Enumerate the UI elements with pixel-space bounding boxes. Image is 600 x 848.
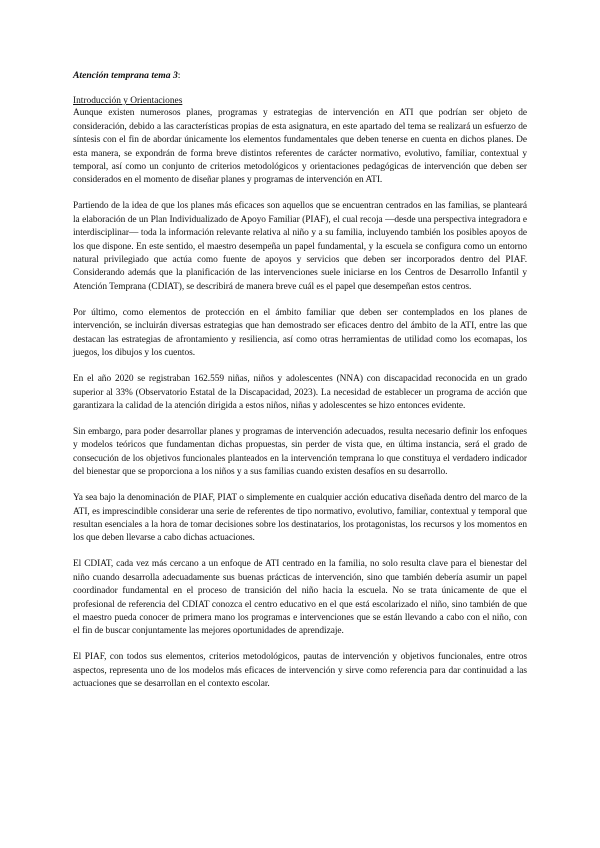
paragraph-7: El CDIAT, cada vez más cercano a un enfoque de ATI centrado en la familia, no solo resulta clave para el bienestar del niño cuando desarrolla adecuadamente sus buenas prácticas de intervención, sino que también debería asumir un papel coordinador fundamental en el proceso de transición del niño hacia la escuela. No se trata únicamente de que el profesional de referencia del CDIAT conozca el centro educativo en el que está escolarizado el niño, sino también de que el maestro pueda conocer de primera mano los programas e intervenciones que se están llevando a cabo con el niño, con el fin de buscar conjuntamente las mejores oportunidades de aprendizaje. [73,559,527,637]
paragraph-8: El PIAF, con todos sus elementos, criterios metodológicos, pautas de intervención y objetivos funcionales, entre otros aspectos, representa uno de los modelos más eficaces de intervención y sirve como referencia para dar continuidad a las actuaciones que se desarrollan en el contexto escolar. [73,652,527,690]
paragraph-1: Aunque existen numerosos planes, programas y estrategias de intervención en ATI que podrían ser objeto de consideración, debido a las características propias de esta asignatura, en este apartado del tema se realizará un esfuerzo de síntesis con el fin de abordar únicamente los elementos fundamentales que deben tenerse en cuenta en dichos planes. De esta manera, se expondrán de forma breve distintos referentes de carácter normativo, evolutivo, familiar, contextual y temporal, así como un conjunto de criterios metodológicos y orientaciones pedagógicas de intervención que deben ser considerados en el momento de diseñar planes y programas de intervención en ATI. [73,108,527,186]
document-title [73,70,527,82]
paragraph-3: Por último, como elementos de protección en el ámbito familiar que deben ser contemplados en los planes de intervención, se incluirán diversas estrategias que han demostrado ser eficaces dentro del ámbito de la ATI, entre las que destacan las estrategias de afrontamiento y resiliencia, así como otras herramientas de utilidad como los ecomapas, los juegos, los dibujos y los cuentos. [73,307,527,359]
section-heading: Introducción y Orientaciones [73,96,183,106]
document-title-suffix: : [177,70,181,81]
paragraph-5: Sin embargo, para poder desarrollar planes y programas de intervención adecuados, resulta necesario definir los enfoques y modelos teóricos que fundamentan dichas propuestas, sin perder de vista que, en última instancia, será el grado de consecución de los objetivos funcionales planteados en la intervención temprana lo que constituya el verdadero indicador del bienestar que se proporciona a los niños y a sus familias cuando existen desafíos en su desarrollo. [73,426,527,478]
paragraph-2: Partiendo de la idea de que los planes más eficaces son aquellos que se encuentran centrados en las familias, se planteará la elaboración de un Plan Individualizado de Apoyo Familiar (PIAF), el cual recoja —desde una perspectiva integradora e interdisciplinar— toda la información relevante relativa al niño y a su familia, incluyendo también los posibles apoyos de los que dispone. En este sentido, el maestro desempeña un papel fundamental, y la escuela se configura como un entorno natural privilegiado que actúa como fuente de apoyos y servicios que deben ser incorporados dentro del PIAF. Considerando además que la planificación de las intervenciones suele iniciarse en los Centros de Desarrollo Infantil y Atención Temprana (CDIAT), se describirá de manera breve cuál es el papel que desempeñan estos centros. [73,201,527,292]
paragraph-6: Ya sea bajo la denominación de PIAF, PIAT o simplemente en cualquier acción educativa diseñada dentro del marco de la ATI, es imprescindible considerar una serie de referentes de tipo normativo, evolutivo, familiar, contextual y temporal que resultan esenciales a la hora de tomar decisiones sobre los destinatarios, los protagonistas, los recursos y los momentos en los que deben llevarse a cabo dichas actuaciones. [73,493,527,544]
paragraph-4: En el año 2020 se registraban 162.559 niñas, niños y adolescentes (NNA) con discapacidad reconocida en un grado superior al 33% (Observatorio Estatal de la Discapacidad, 2023). La necesidad de establecer un programa de acción que garantizara la calidad de la atención dirigida a estos niños, niñas y adolescentes se hizo entonces evidente. [73,374,527,411]
document-title-text: Atención temprana tema 3 [73,70,178,81]
